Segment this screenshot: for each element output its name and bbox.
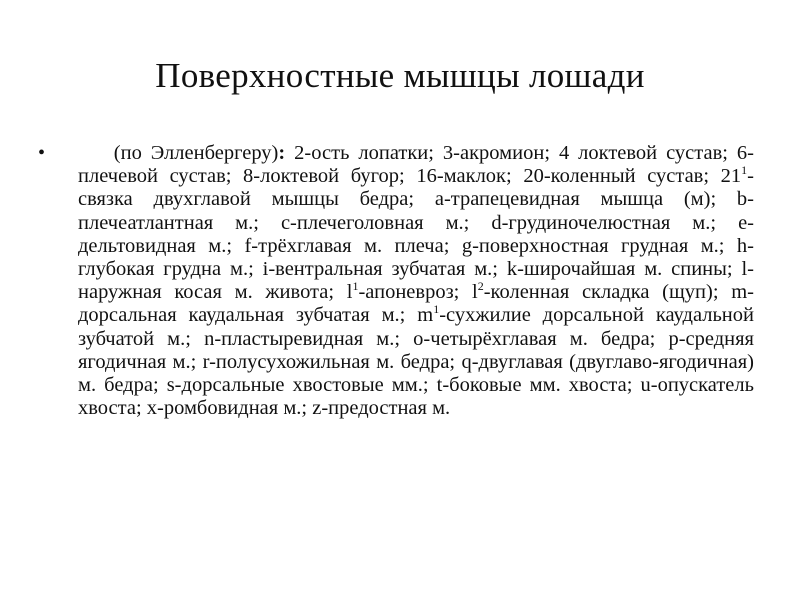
superscript-text: 1 bbox=[741, 163, 748, 178]
body-text bbox=[78, 142, 754, 419]
superscript-text: 1 bbox=[352, 279, 359, 294]
superscript-text: 2 bbox=[477, 279, 484, 294]
bullet-list bbox=[38, 142, 754, 420]
body-text-segment: -апоневроз; l bbox=[358, 281, 478, 304]
body-text-segment: (по Элленбергеру) bbox=[113, 142, 279, 164]
body-text-segment: 2-ость лопатки; 3-акромион; 4 локтевой сустав; 6-плечевой сустав; 8-локтевой бугор; 16-маклок; 20-коленный сустав; 21 bbox=[78, 142, 754, 188]
slide-title: Поверхностные мышцы лошади bbox=[155, 56, 645, 95]
superscript-text: 1 bbox=[433, 302, 440, 317]
body-text-segment: -сухжилие дорсальной каудальной зубчатой м.; n-пластыревидная м.; o-четырёхглавая м. бедра; p-средняя ягодичная м.; r-полусухожильная м. бедра; q-двуглавая (двуглаво-ягодичная) м. бедра; s-дорсальные хвостовые мм.; t-боковые мм. хвоста; u-опускатель хвоста; x-ромбовидная м.; z-предостная м. bbox=[78, 304, 754, 420]
bullet-icon: • bbox=[38, 142, 46, 164]
bullet-item bbox=[38, 142, 754, 420]
body-text-segment: -связка двухглавой мышцы бедра; a-трапецевидная мышца (м); b-плечеатлантная м.; с-плечеголовная м.; d-грудиночелюстная м.; e-дельтовидная м.; f-трёхглавая м. плеча; g-поверхностная грудная м.; h-глубокая грудна м.; i-вентральная зубчатая м.; k-широчайшая м. спины; l-наружная косая м. живота; l bbox=[78, 165, 754, 304]
body-text-segment: -коленная складка (щуп); m-дорсальная каудальная зубчатая м.; m bbox=[78, 281, 754, 327]
body-text-segment: : bbox=[278, 142, 295, 164]
